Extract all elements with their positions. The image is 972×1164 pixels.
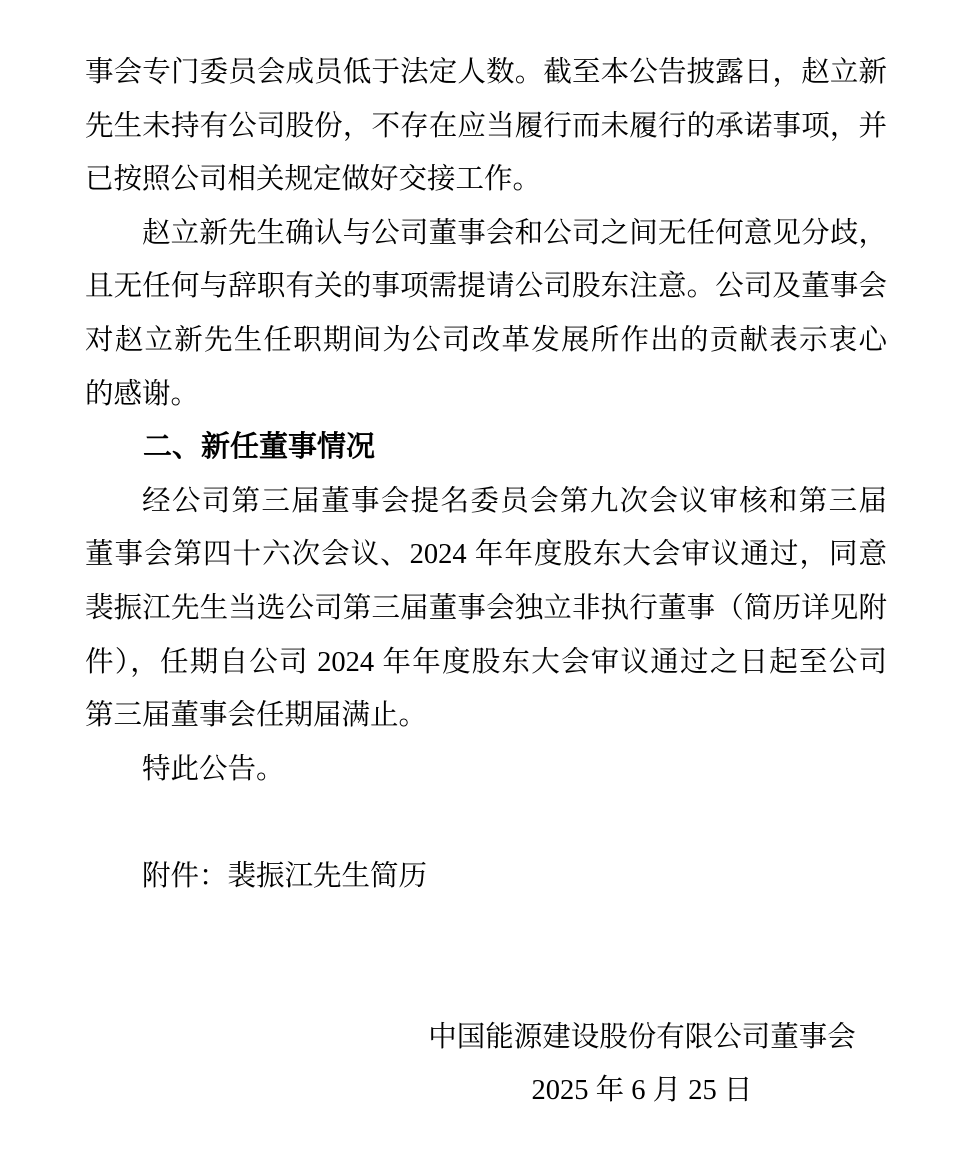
blank-line [85, 904, 887, 958]
body-line: 经公司第三届董事会提名委员会第九次会议审核和第三届 [142, 485, 887, 517]
body-line: 事会专门委员会成员低于法定人数。截至本公告披露日，赵立新 [85, 57, 887, 88]
body-line: 先生未持有公司股份，不存在应当履行而未履行的承诺事项，并 [85, 110, 887, 142]
blank-line [85, 957, 887, 1011]
attachment-line: 附件：裴振江先生简历 [142, 860, 428, 892]
closing-line: 特此公告。 [142, 753, 285, 785]
signature-company: 中国能源建设股份有限公司董事会 [428, 1021, 856, 1053]
blank-line [85, 796, 887, 850]
body-line: 赵立新先生确认与公司董事会和公司之间无任何意见分歧， [142, 217, 887, 249]
body-line: 对赵立新先生任职期间为公司改革发展所作出的贡献表示衷心 [85, 324, 887, 356]
signature-date: 2025 年 6 月 25 日 [531, 1075, 753, 1107]
body-line: 且无任何与辞职有关的事项需提请公司股东注意。公司及董事会 [85, 271, 887, 303]
body-line: 件），任期自公司 2024 年年度股东大会审议通过之日起至公司 [85, 646, 887, 678]
body-line: 裴振江先生当选公司第三届董事会独立非执行董事（简历详见附 [85, 592, 887, 624]
body-line: 已按照公司相关规定做好交接工作。 [85, 164, 542, 196]
body-line: 的感谢。 [85, 378, 200, 410]
body-line: 第三届董事会任期届满止。 [85, 700, 428, 732]
section-heading: 二、新任董事情况 [143, 431, 376, 464]
body-line: 董事会第四十六次会议、2024 年年度股东大会审议通过，同意 [85, 539, 887, 571]
